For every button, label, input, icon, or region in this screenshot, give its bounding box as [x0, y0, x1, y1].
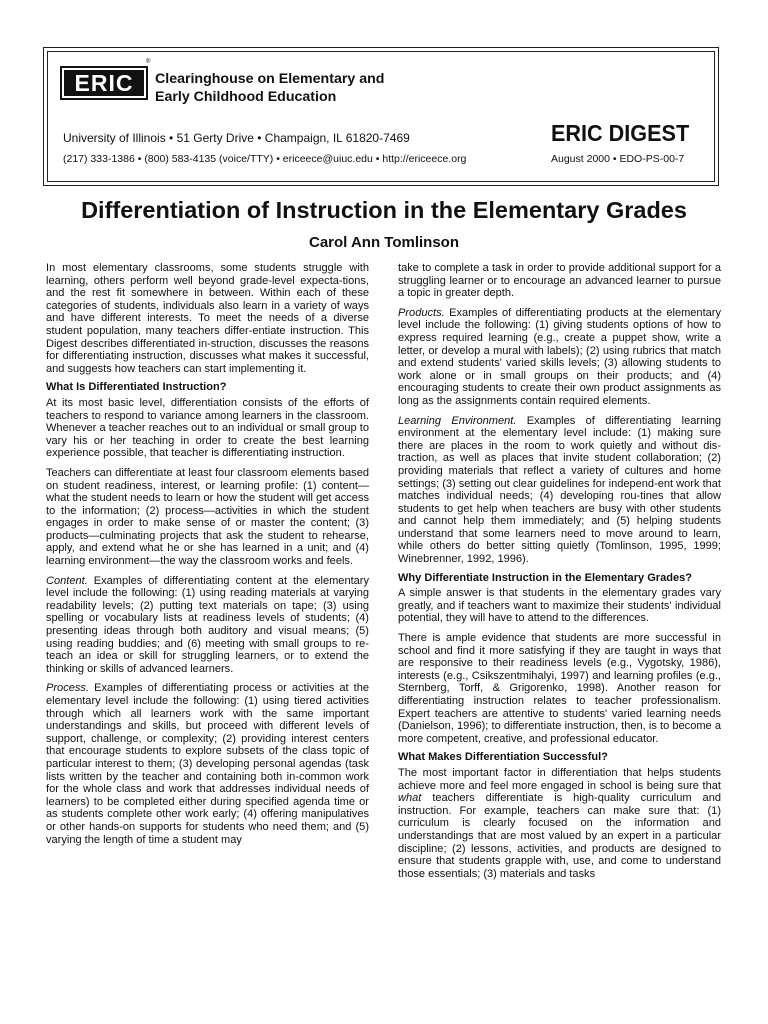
masthead	[43, 47, 719, 186]
products-paragraph	[398, 307, 721, 408]
environment-lead: Learning Environment.	[398, 414, 517, 427]
article-title: Differentiation of Instruction in the Elementary Grades	[81, 197, 687, 223]
clearinghouse-line-2: Early Childhood Education	[155, 89, 337, 105]
section-heading-why: Why Differentiate Instruction in the Elementary Grades?	[398, 571, 693, 584]
clearinghouse-line-1: Clearinghouse on Elementary and	[155, 71, 385, 87]
success-emphasis: what	[398, 792, 422, 805]
masthead-inner-border	[47, 51, 715, 182]
content-text: Examples of differentiating content at the elementary level include the following: (1) using reading materials at varying readability levels; (2) putting text materials on tape; (3) using spelling or vocabulary lists at readiness levels of students; (4) presenting ideas through both auditory and visual means; (5) using reading buddies; and (6) meeting with small groups to re-teach an idea or skill for struggling learners, or to extend the thinking or skills of advanced learners.	[46, 574, 369, 675]
process-text: Examples of differentiating process or activities at the elementary level include the following: (1) using tiered activities through which all learners work with the same important understandings and skills, but proceed with different levels of support, challenge, or complexity; (2) providing interest centers that encourage students to explore subsets of the class topic of particular interest to them; (3) developing personal agendas (task lists written by the teacher and containing both in-common work for the whole class and work that addresses individual needs of learners) to be completed either during specified agenda time or as students complete other work early; (4) offering manipulatives or other hands-on supports for students who need them; and (5) varying the length of time a student may	[46, 682, 369, 846]
content-lead: Content.	[46, 574, 88, 587]
right-column	[398, 262, 721, 880]
article-author: Carol Ann Tomlinson	[309, 234, 459, 251]
definition-paragraph: At its most basic level, differentiation consists of the efforts of teachers to respond to variance among learners in the classroom. Whenever a teacher reaches out to an individual or small group to vary his or her teaching in order to create the best learning experience possible, that teacher is differentiating instruction.	[46, 396, 369, 460]
success-text-b: teachers differentiate is high-quality curriculum and instruction. For example, teachers can make sure that: (1) curriculum is clearly focused on the information and understandings that are most valued by an expert in a particular discipline; (2) lessons, activities, and products are designed to ensure that students grapple with, use, and come to understand those essentials; (3) materials and tasks	[398, 792, 721, 880]
products-text: Examples of differentiating products at the elementary level include the following: (1) giving students options of how to express required learning (e.g., create a puppet show, write a letter, or develop a mural with labels); (2) using rubrics that match and extend students' varied skills levels; (3) allowing students to work alone or in small groups on their products; and (4) encouraging students to create their own product assignments as long as the assignments contain required elements.	[398, 306, 721, 407]
section-heading-what-is: What Is Differentiated Instruction?	[46, 381, 227, 394]
digest-title: ERIC DIGEST	[551, 120, 690, 146]
address-line: University of Illinois • 51 Gerty Drive • Champaign, IL 61820-7469	[63, 131, 410, 145]
success-paragraph	[398, 767, 721, 880]
process-lead: Process.	[46, 682, 89, 695]
section-heading-success: What Makes Differentiation Successful?	[398, 751, 608, 764]
digest-date: August 2000 • EDO-PS-00-7	[551, 153, 685, 165]
success-text-a: The most important factor in differentiation that helps students achieve more and feel more engaged in school is being sure that	[398, 766, 721, 792]
contact-line: (217) 333-1386 • (800) 583-4135 (voice/TTY) • ericeece@uiuc.edu • http://ericeece.org	[63, 153, 467, 165]
clearinghouse-name	[155, 70, 475, 106]
registered-mark: ®	[146, 59, 151, 65]
left-column	[46, 262, 369, 846]
evidence-paragraph: There is ample evidence that students are more successful in school and find it more satisfying if they are taught in ways that are responsive to their readiness levels (e.g., Vygotsky, 1986), interests (e.g., Csikszentmihalyi, 1997) and learning profiles (e.g., Sternberg, Torff, & Grigorenko, 1998). Another reason for differentiating instruction relates to teacher professionalism. Expert teachers are attentive to students' varied learning needs (Danielson, 1996); to differentiate instruction, then, is to become a more competent, creative, and professional educator.	[398, 632, 721, 745]
eric-logo	[60, 66, 148, 100]
simple-answer-paragraph: A simple answer is that students in the elementary grades vary greatly, and if teachers want to maximize their students' individual potential, they will have to attend to the differences.	[398, 587, 721, 625]
environment-paragraph	[398, 415, 721, 566]
eric-logo-text: ERIC	[64, 70, 144, 96]
process-continued-paragraph: take to complete a task in order to provide additional support for a struggling learner or to encourage an advanced learner to pursue a topic in greater depth.	[398, 262, 721, 300]
process-paragraph	[46, 682, 369, 846]
four-elements-paragraph: Teachers can differentiate at least four classroom elements based on student readiness, interest, or learning profile: (1) content—what the student needs to learn or how the student will get access to the information; (2) process—activities in which the student engages in order to make sense of or master the content; (3) products—culminating projects that ask the student to rehearse, apply, and extend what he or she has learned in a unit; and (4) learning environment—the way the classroom works and feels.	[46, 466, 369, 568]
intro-paragraph: In most elementary classrooms, some students struggle with learning, others perform well beyond grade-level expecta-tions, and the rest fit somewhere in between. Within each of these categories of students, individuals also learn in a variety of ways and have different interests. To meet the needs of a diverse student population, many teachers differ-entiate instruction. This Digest describes differentiated in-struction, discusses the reasons for differentiating instruction, discusses what makes it successful, and suggests how teachers can start implementing it.	[46, 262, 369, 375]
environment-text: Examples of differentiating learning environment at the elementary level include: (1) making sure there are places in the room to work quietly and without dis-traction, as well as places that invite student collaboration; (2) providing materials that reflect a variety of cultures and home settings; (3) setting out clear guidelines for independ-ent work that matches individual needs; (4) developing rou-tines that allow students to get help when teachers are busy with other students and cannot help them immediately; and (5) helping students understand that some learners need to move around to learn, while others do better sitting quietly (Tomlinson, 1995, 1999; Winebrenner, 1992, 1996).	[398, 414, 721, 566]
products-lead: Products.	[398, 306, 445, 319]
content-paragraph	[46, 575, 369, 676]
